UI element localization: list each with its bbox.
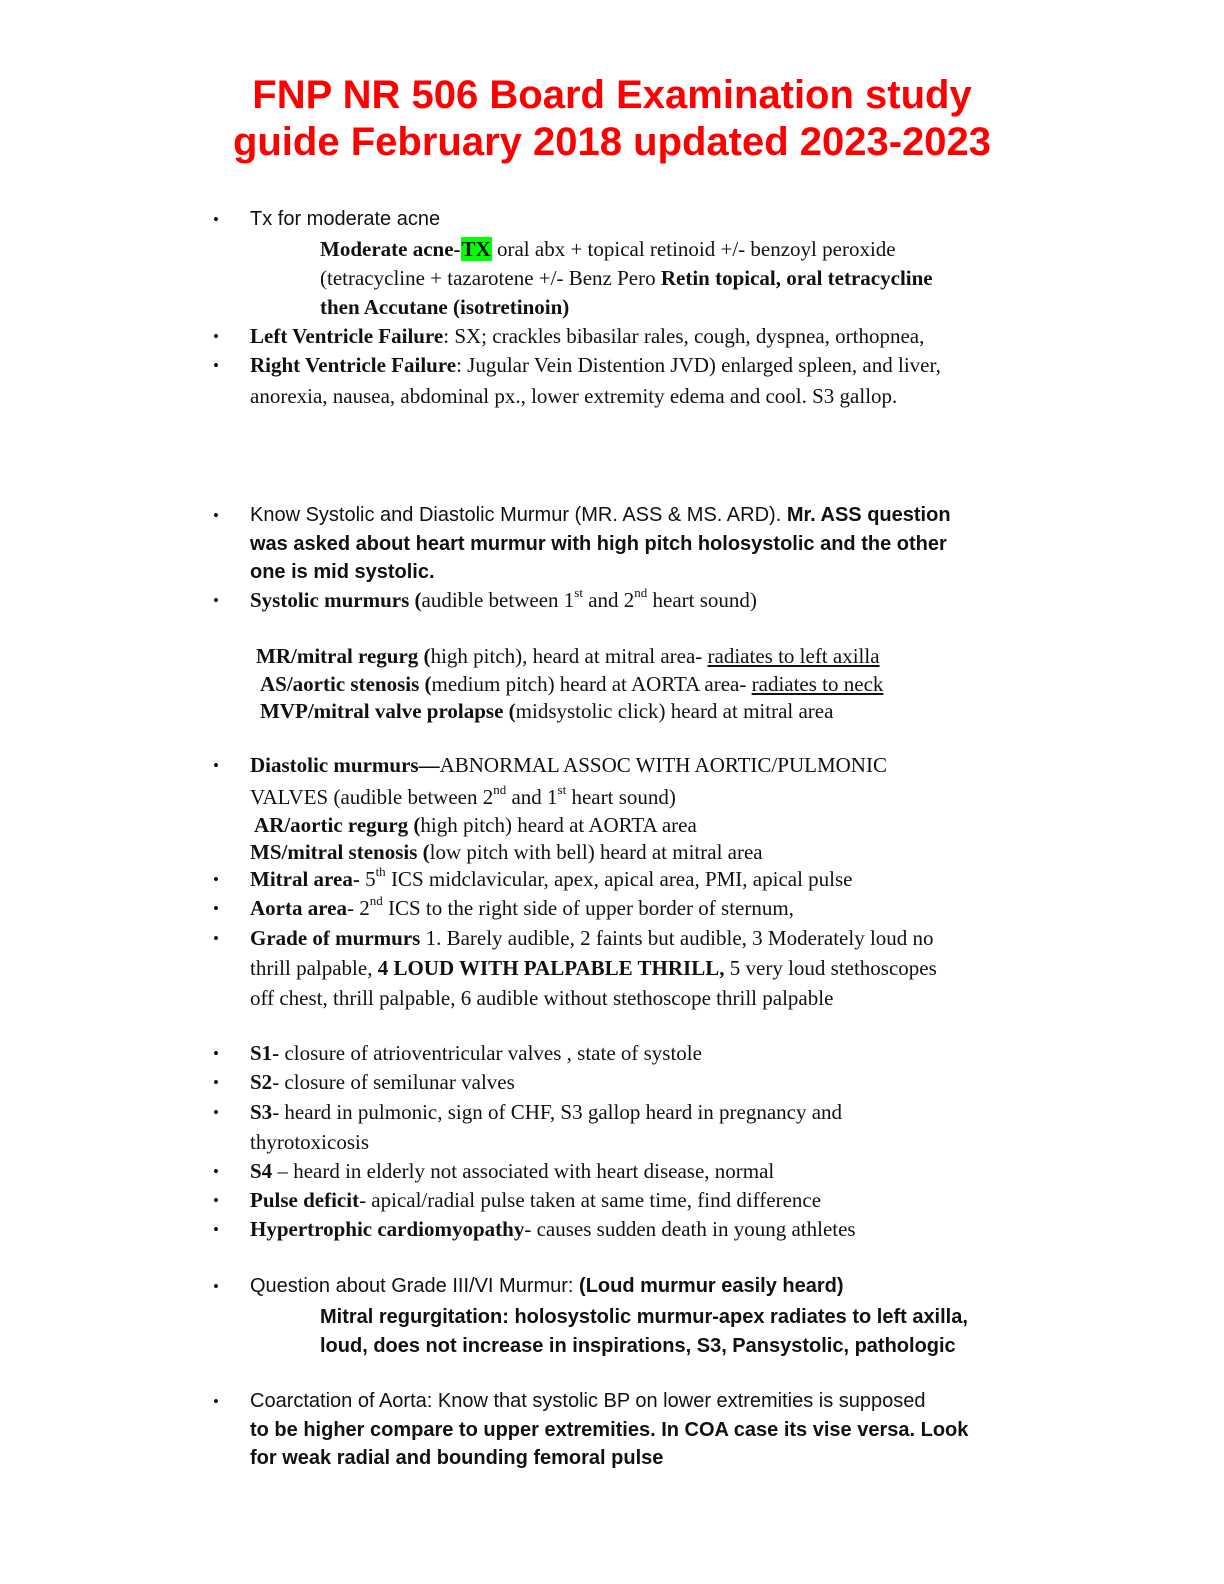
aorta-area-text-a: - 2 <box>347 896 370 920</box>
s3-line-2: thyrotoxicosis <box>250 1130 369 1154</box>
know-murmur-b: Mr. ASS question <box>786 504 951 526</box>
systolic-sup-2: nd <box>634 585 648 600</box>
mitral-area-text-a: 5 <box>359 867 376 891</box>
grade-label: Grade of murmurs <box>250 926 421 950</box>
mr-label: MR/mitral regurg ( <box>256 644 431 668</box>
page-title <box>0 72 1224 166</box>
s1-label: S1- <box>250 1041 280 1065</box>
s3-item <box>250 1098 1050 1127</box>
acne-line-3: then Accutane (isotretinoin) <box>320 295 570 319</box>
bullet: • <box>213 870 219 889</box>
bullet: • <box>213 506 219 525</box>
bullet: • <box>213 1220 219 1239</box>
mitral-area-sup: th <box>375 864 386 879</box>
lvf-label: Left Ventricle Failure <box>250 324 444 348</box>
know-murmur-a: Know Systolic and Diastolic Murmur (MR. ASS & MS. ARD). <box>250 504 787 526</box>
lvf-text: : SX; crackles bibasilar rales, cough, dyspnea, orthopnea, <box>443 324 925 348</box>
bullet: • <box>213 1162 219 1181</box>
s3-label: S3 <box>250 1100 273 1124</box>
acne-line-1 <box>320 235 1120 264</box>
bullet: • <box>213 929 219 948</box>
s4-label: S4 <box>250 1159 273 1183</box>
systolic-label: Systolic murmurs ( <box>250 588 422 612</box>
mitral-area-item <box>250 865 1050 894</box>
as-line <box>260 670 1060 699</box>
bullet: • <box>213 1103 219 1122</box>
bullet: • <box>213 591 219 610</box>
mitral-area-label: Mitral area- <box>250 867 360 891</box>
diastolic-line-2-b: and 1 <box>506 785 558 809</box>
rvf-label: Right Ventricle Failure <box>250 353 457 377</box>
rvf-item <box>250 351 1050 380</box>
know-murmur-line-1 <box>250 501 1050 530</box>
pulse-deficit-item <box>250 1186 1050 1215</box>
grade3-loud: (Loud murmur easily heard) <box>579 1275 844 1297</box>
bullet: • <box>213 356 219 375</box>
ar-label: AR/aortic regurg ( <box>254 813 421 837</box>
acne-mod-label: Moderate acne- <box>320 237 461 261</box>
systolic-text-b: and 2 <box>582 588 635 612</box>
diastolic-sup-2: st <box>557 782 567 797</box>
coa-line-2: to be higher compare to upper extremities. In COA case its vise versa. Look <box>250 1419 969 1441</box>
bullet: • <box>213 1191 219 1210</box>
ms-text: low pitch with bell) heard at mitral area <box>429 840 763 864</box>
bullet: • <box>213 210 219 229</box>
acne-line-2-a: (tetracycline + tazarotene +/- Benz Pero <box>320 266 661 290</box>
acne-line-2-b: Retin topical, oral tetracycline <box>660 266 933 290</box>
ar-line <box>254 811 1054 840</box>
acne-line-2 <box>320 264 1120 293</box>
mvp-text: midsystolic click) heard at mitral area <box>515 699 834 723</box>
aorta-area-text-b: ICS to the right side of upper border of sternum, <box>382 896 794 920</box>
diastolic-line-2-a: VALVES (audible between 2 <box>250 785 494 809</box>
as-label: AS/aortic stenosis ( <box>260 672 432 696</box>
pulse-deficit-label: Pulse deficit <box>250 1188 360 1212</box>
ar-text: high pitch) heard at AORTA area <box>420 813 697 837</box>
bullet: • <box>213 327 219 346</box>
bullet: • <box>213 1044 219 1063</box>
aorta-area-item <box>250 894 1050 923</box>
grade-line-2-a: thrill palpable, <box>250 956 378 980</box>
tx-highlight: TX <box>461 237 491 261</box>
s1-text: closure of atrioventricular valves , state of systole <box>279 1041 702 1065</box>
grade-line-2-b: 4 LOUD WITH PALPABLE THRILL, <box>377 956 725 980</box>
aorta-area-sup: nd <box>369 893 383 908</box>
diastolic-line-2 <box>250 783 1050 812</box>
grade3-line-2: Mitral regurgitation: holosystolic murmur-apex radiates to left axilla, <box>320 1306 968 1328</box>
grade3-line-1 <box>250 1272 1050 1301</box>
s2-text: - closure of semilunar valves <box>272 1070 515 1094</box>
systolic-text-a: audible between 1 <box>421 588 575 612</box>
acne-heading: Tx for moderate acne <box>250 208 441 230</box>
hcm-label: Hypertrophic cardiomyopathy <box>250 1217 525 1241</box>
grade3-question: Question about Grade III/VI Murmur: <box>250 1275 580 1297</box>
lvf-item <box>250 322 1050 351</box>
mitral-area-text-b: ICS midclavicular, apex, apical area, PMI, apical pulse <box>385 867 853 891</box>
title-line-2: guide February 2018 updated 2023-2023 <box>232 120 992 164</box>
s3-text: - heard in pulmonic, sign of CHF, S3 gallop heard in pregnancy and <box>272 1100 843 1124</box>
s4-text: – heard in elderly not associated with heart disease, normal <box>272 1159 775 1183</box>
bullet: • <box>213 756 219 775</box>
mvp-label: MVP/mitral valve prolapse ( <box>260 699 516 723</box>
grade-text: 1. Barely audible, 2 faints but audible, 3 Moderately loud no <box>420 926 934 950</box>
grade-line-2-c: 5 very loud stethoscopes <box>724 956 937 980</box>
know-murmur-line-2: was asked about heart murmur with high pitch holosystolic and the other <box>250 533 947 555</box>
systolic-item <box>250 586 1050 615</box>
mr-line <box>256 642 1056 671</box>
mr-text: high pitch), heard at mitral area- <box>430 644 708 668</box>
pulse-deficit-text: - apical/radial pulse taken at same time, find difference <box>359 1188 822 1212</box>
bullet: • <box>213 1392 219 1411</box>
ms-line <box>250 838 1050 867</box>
diastolic-sup-1: nd <box>493 782 507 797</box>
bullet: • <box>213 899 219 918</box>
hcm-item <box>250 1215 1050 1244</box>
s2-label: S2 <box>250 1070 273 1094</box>
acne-tx-text: oral abx + topical retinoid +/- benzoyl peroxide <box>491 237 896 261</box>
bullet: • <box>213 1073 219 1092</box>
hcm-text: - causes sudden death in young athletes <box>524 1217 856 1241</box>
title-line-1: FNP NR 506 Board Examination study <box>252 73 972 117</box>
rvf-line-2: anorexia, nausea, abdominal px., lower extremity edema and cool. S3 gallop. <box>250 384 898 408</box>
bullet: • <box>213 1277 219 1296</box>
grade3-line-3: loud, does not increase in inspirations, S3, Pansystolic, pathologic <box>320 1335 956 1357</box>
mr-radiates: radiates to left axilla <box>707 644 880 668</box>
grade-line-3: off chest, thrill palpable, 6 audible without stethoscope thrill palpable <box>250 986 834 1010</box>
diastolic-label: Diastolic murmurs— <box>250 753 440 777</box>
coa-line-1: Coarctation of Aorta: Know that systolic BP on lower extremities is supposed <box>250 1390 926 1412</box>
as-radiates: radiates to neck <box>751 672 884 696</box>
ms-label: MS/mitral stenosis ( <box>250 840 430 864</box>
s1-item <box>250 1039 1050 1068</box>
know-murmur-line-3: one is mid systolic. <box>250 561 435 583</box>
as-text: medium pitch) heard at AORTA area- <box>431 672 752 696</box>
grade-line-2 <box>250 954 1050 983</box>
grade-item <box>250 924 1050 953</box>
s4-item <box>250 1157 1050 1186</box>
diastolic-line-2-c: heart sound) <box>566 785 676 809</box>
aorta-area-label: Aorta area <box>250 896 347 920</box>
diastolic-text: ABNORMAL ASSOC WITH AORTIC/PULMONIC <box>439 753 887 777</box>
rvf-text: : Jugular Vein Distention JVD) enlarged spleen, and liver, <box>456 353 941 377</box>
systolic-text-c: heart sound) <box>647 588 757 612</box>
systolic-sup-1: st <box>574 585 583 600</box>
s2-item <box>250 1068 1050 1097</box>
diastolic-item <box>250 751 1050 780</box>
coa-line-3: for weak radial and bounding femoral pulse <box>250 1447 664 1469</box>
mvp-line <box>260 697 1060 726</box>
